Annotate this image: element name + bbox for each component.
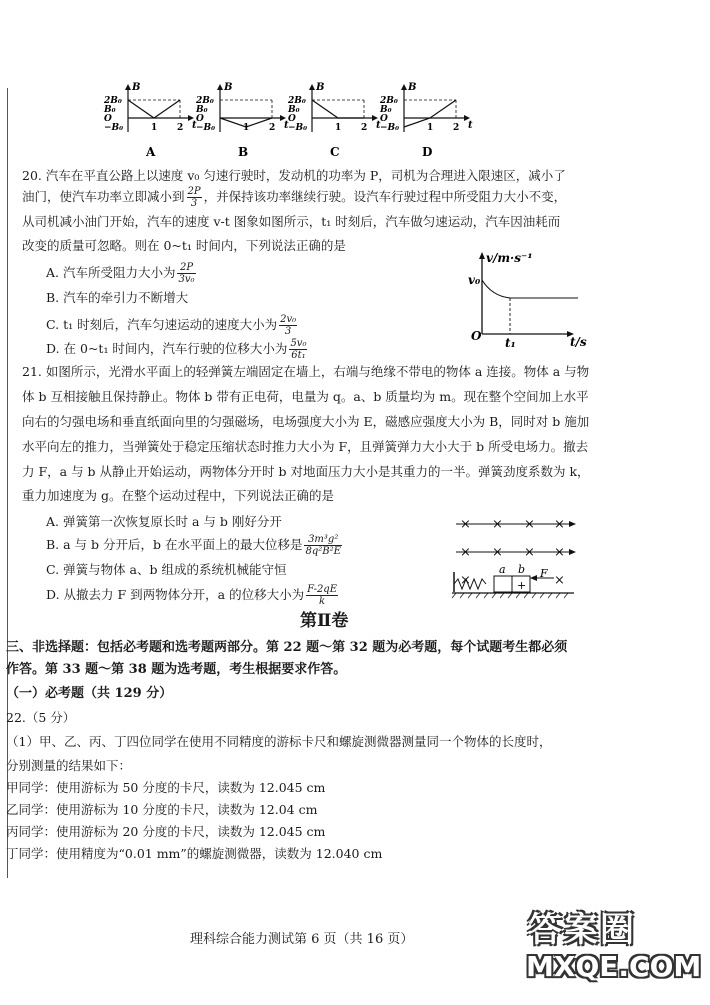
svg-text:t: t [468,120,473,131]
vt-xlabel: t/s [570,335,587,348]
fig-label-b: b [518,563,526,576]
q21-line6: 重力加速度为 g。在整个运动过程中，下列说法正确的是 [22,488,334,503]
svg-text:1: 1 [427,123,434,133]
q21-option-b: B. a 与 b 分开后，b 在水平面上的最大位移是 $\frac{\text{3m³g²}}{\text{8q²B²E}}$ [46,534,341,557]
svg-text:B: B [132,82,141,93]
q22-line2: 分别测量的结果如下： [6,758,132,773]
q22-line3: 甲同学：使用游标为 50 分度的卡尺，读数为 12.045 cm [6,780,326,795]
q21-line1: 21. 如图所示，光滑水平面上的轻弹簧左端固定在墙上，右端与绝缘不带电的物体 a 连接。物体 a 与物 [22,364,590,379]
q22-line6: 丁同学：使用精度为“0.01 mm”的螺旋测微器，读数为 12.040 cm [6,846,383,861]
svg-text:×: × [460,517,471,532]
q21-line5: 力 F，a 与 b 从静止开始运动，两物体分开时 b 对地面压力大小是其重力的一半。弹簧劲度系数为 k， [22,464,590,479]
svg-text:2: 2 [269,123,276,133]
q21-option-c: C. 弹簧与物体 a、b 组成的系统机械能守恒 [46,562,287,577]
q22-line5: 丙同学：使用游标为 20 分度的卡尺，读数为 12.045 cm [6,824,326,839]
q21-line3: 向右的匀强电场和垂直纸面向里的匀强磁场，电场强度大小为 E，磁感应强度大小为 B，同时对 b 施加 [22,414,590,429]
q20-option-a: A. 汽车所受阻力大小为 $\frac{2P}{\text{3v₀}}$ [46,262,195,285]
svg-text:2B₀: 2B₀ [104,96,122,106]
fig-plus: + [517,579,527,592]
q21-line2: 体 b 互相接触且保持静止。物体 b 带有正电荷，电量为 q。a、b 质量均为 m。现在整个空间加上水平 [22,389,589,404]
q20-line1: 20. 汽车在平直公路上以速度 v₀ 匀速行驶时，发动机的功率为 P，司机为合理进入限速区，减小了 [22,168,566,183]
vt-v0: v₀ [468,273,481,287]
svg-text:2: 2 [453,123,460,133]
section-subtitle: （一）必考题（共 129 分） [6,686,173,701]
q21-line4: 水平向左的推力，当弹簧处于稳定压缩状态时推力大小为 F，且弹簧弹力大小大于 b 所受电场力。撤去 [22,439,589,454]
vt-t1: t₁ [505,336,516,348]
section-intro-1: 三、非选择题：包括必考题和选考题两部分。第 22 题～第 32 题为必考题，每个试题考生都必须 [6,640,568,655]
svg-text:B₀: B₀ [288,105,300,115]
svg-text:×: × [460,545,471,560]
svg-text:−B₀: −B₀ [380,123,400,133]
svg-text:B: B [408,82,417,93]
q22-line1: （1）甲、乙、丙、丁四位同学在使用不同精度的游标卡尺和螺旋测微器测量同一个物体的长度时， [6,734,552,749]
svg-text:O: O [380,114,388,124]
svg-text:O: O [196,114,204,124]
page-footer: 理科综合能力测试第 6 页（共 16 页） [190,932,414,947]
fig-label-a: a [499,563,506,576]
svg-text:C: C [330,145,340,159]
svg-text:B: B [316,82,325,93]
svg-text:D: D [422,145,433,159]
q21-option-a: A. 弹簧第一次恢复原长时 a 与 b 刚好分开 [46,514,282,529]
svg-text:t: t [192,120,197,131]
svg-text:B: B [224,82,233,93]
option-graph-d [379,82,473,159]
q20-option-c: C. t₁ 时刻后，汽车匀速运动的速度大小为 $\frac{\text{2v₀}}{3}$ [46,314,297,337]
q21-option-d: D. 从撤去力 F 到两物体分开，a 的位移大小为 $\frac{F-2qE}{k}$ [46,584,338,607]
vt-graph [462,248,592,348]
fig-label-f: F [540,567,548,580]
svg-text:1: 1 [335,123,342,133]
q20-line4: 改变的质量可忽略。则在 0~t₁ 时间内，下列说法正确的是 [22,238,346,253]
q20-option-d: D. 在 0~t₁ 时间内，汽车行驶的位移大小为 $\frac{\text{5v₀}}{\text{6t₁}}$ [46,338,307,361]
section-intro-2: 作答。第 33 题～第 38 题为选考题，考生根据要求作答。 [6,662,347,677]
svg-text:t: t [376,120,381,131]
svg-text:2: 2 [361,123,368,133]
svg-text:A: A [146,145,156,159]
svg-text:2B₀: 2B₀ [380,96,398,106]
svg-text:−B₀: −B₀ [104,123,124,133]
svg-text:×: × [554,545,565,560]
svg-text:B₀: B₀ [196,105,208,115]
svg-text:B₀: B₀ [104,105,116,115]
svg-text:2: 2 [177,123,184,133]
q20-line2: 油门，使汽车功率立即减小到 $\frac{2P}{3}$ ，并保持该功率继续行驶。设汽车行驶过程中所受阻力大小不变， [22,186,567,209]
q20-option-b: B. 汽车的牵引力不断增大 [46,290,189,305]
q20-line3: 从司机减小油门开始，汽车的速度 v-t 图象如图所示，t₁ 时刻后，汽车做匀速运动，汽车因油耗而 [22,214,561,229]
section-title: 第Ⅱ卷 [300,611,349,631]
svg-text:B₀: B₀ [380,105,392,115]
svg-text:1: 1 [243,123,250,133]
svg-text:1: 1 [151,123,158,133]
option-graph-b [195,82,289,159]
q22-head: 22.（5 分） [6,710,76,725]
svg-text:−B₀: −B₀ [288,123,308,133]
vt-origin: O [471,329,482,343]
svg-text:×: × [524,517,535,532]
option-graph-a [103,82,197,159]
svg-text:×: × [554,573,565,588]
svg-text:2B₀: 2B₀ [288,96,306,106]
watermark-bottom: MXQE.COM [526,950,702,983]
svg-text:×: × [460,573,471,588]
svg-text:×: × [492,517,503,532]
q22-line4: 乙同学：使用游标为 10 分度的卡尺，读数为 12.04 cm [6,802,318,817]
svg-text:2B₀: 2B₀ [196,96,214,106]
watermark-logo [520,910,700,1000]
svg-text:×: × [524,545,535,560]
option-graph-c [287,82,381,159]
watermark-top: 答案圈 [528,910,636,950]
svg-text:−B₀: −B₀ [196,123,216,133]
svg-text:×: × [554,517,565,532]
field-figure [450,510,580,606]
svg-text:t: t [284,120,289,131]
option-graphs [100,82,480,164]
vt-ylabel: v/m·s⁻¹ [486,251,533,265]
svg-text:O: O [104,114,112,124]
svg-text:O: O [288,114,296,124]
svg-text:×: × [492,545,503,560]
q20-frac: $\frac{2P}{3}$ [187,186,201,209]
svg-text:B: B [238,145,249,159]
